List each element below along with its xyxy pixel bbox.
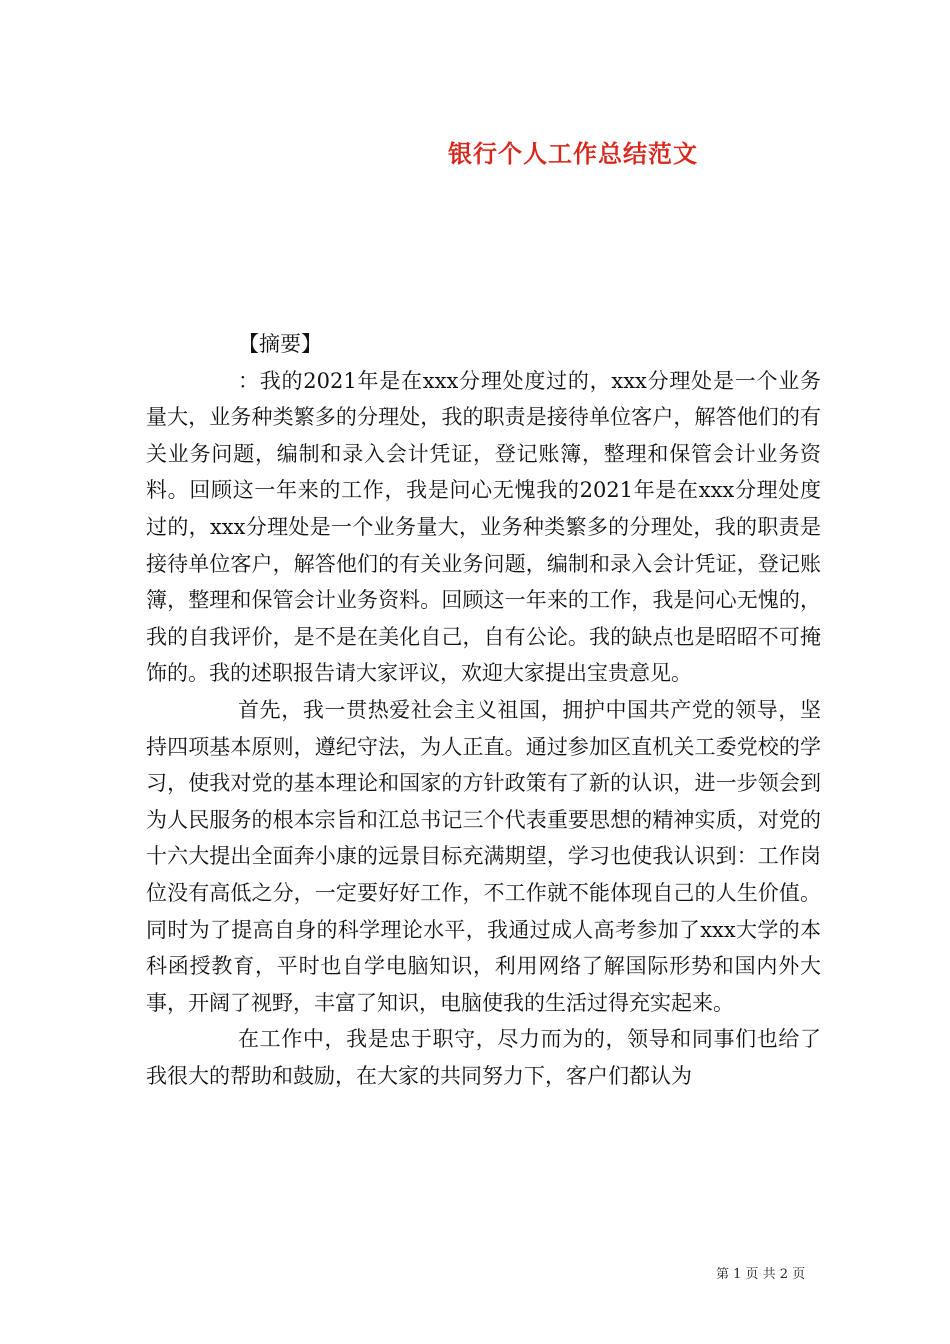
paragraph-abstract: ：我的2021年是在xxx分理处度过的，xxx分理处是一个业务量大，业务种类繁多的分理处，我的职责是接待单位客户，解答他们的有关业务问题，编制和录入会计凭证，登记账簿，整理和保管会计业务资料。回顾这一年来的工作，我是问心无愧我的2021年是在xxx分理处度过的，xxx分理处是一个业务量大，业务种类繁多的分理处，我的职责是接待单位客户，解答他们的有关业务问题，编制和录入会计凭证，登记账簿，整理和保管会计业务资料。回顾这一年来的工作，我是问心无愧的，我的自我评价，是不是在美化自己，自有公论。我的缺点也是昭昭不可掩饰的。我的述职报告请大家评议，欢迎大家提出宝贵意见。: [146, 368, 821, 686]
document-title: 银行个人工作总结范文: [448, 139, 698, 168]
abstract-label: 【摘要】: [238, 332, 322, 356]
paragraph-work: 在工作中，我是忠于职守，尽力而为的，领导和同事们也给了我很大的帮助和鼓励，在大家的共同努力下，客户们都认为: [146, 1027, 821, 1088]
page-footer: 第 1 页 共 2 页: [716, 1267, 806, 1282]
document-body: [146, 326, 821, 1094]
paragraph-first: 首先，我一贯热爱社会主义祖国，拥护中国共产党的领导，坚持四项基本原则，遵纪守法，为人正直。通过参加区直机关工委党校的学习，使我对党的基本理论和国家的方针政策有了新的认识，进一步领会到为人民服务的根本宗旨和江总书记三个代表重要思想的精神实质，对党的十六大提出全面奔小康的远景目标充满期望，学习也使我认识到：工作岗位没有高低之分，一定要好好工作，不工作就不能体现自己的人生价值。同时为了提高自身的科学理论水平，我通过成人高考参加了xxx大学的本科函授教育，平时也自学电脑知识，利用网络了解国际形势和国内外大事，开阔了视野，丰富了知识，电脑使我的生活过得充实起来。: [146, 697, 821, 1015]
